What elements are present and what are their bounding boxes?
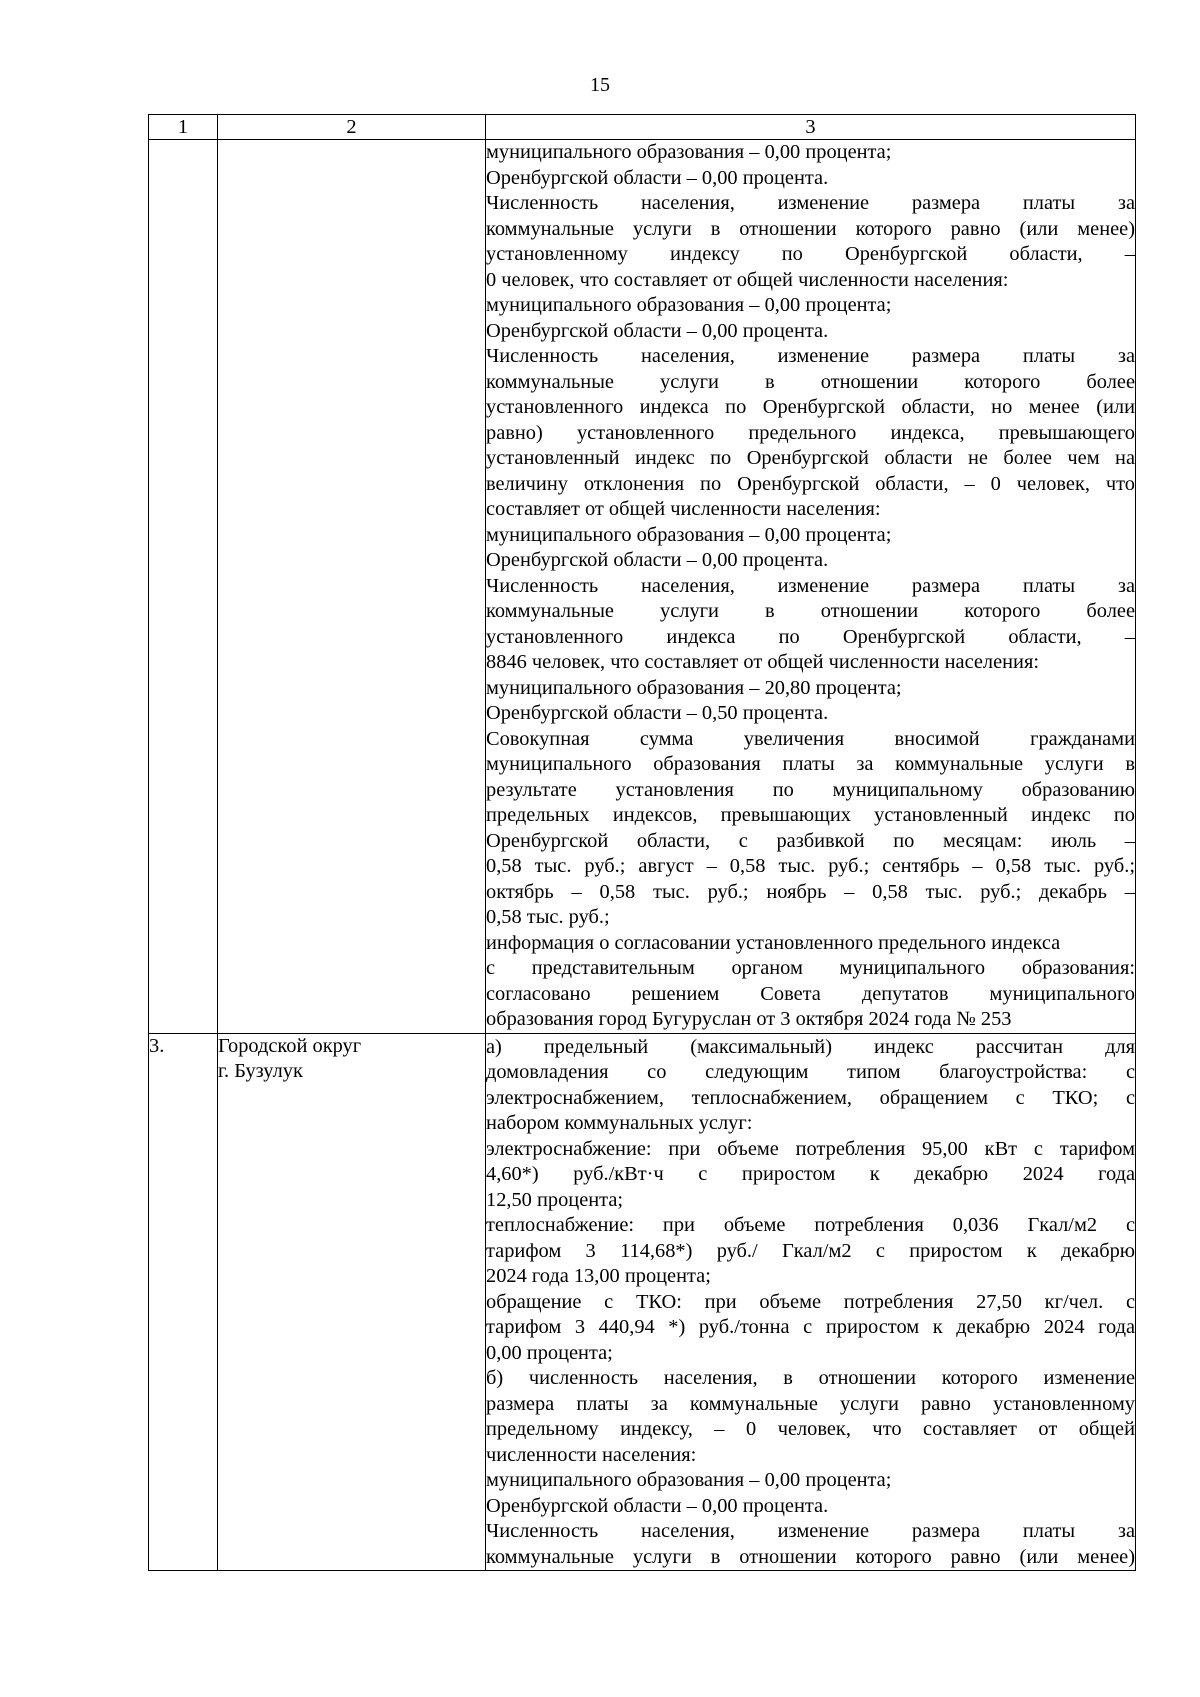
text-line: обращение с ТКО: при объеме потребления 27,50 кг/чел. с — [486, 1290, 1135, 1313]
text-line: 12,50 процента; — [486, 1188, 624, 1211]
text-line: коммунальные услуги в отношении которого более — [486, 370, 1135, 393]
row-number-cell: 3. — [149, 1033, 218, 1571]
text-line: Оренбургской области – 0,00 процента. — [486, 319, 829, 342]
text-line: 0 человек, что составляет от общей численности населения: — [486, 268, 1009, 291]
text-line: а) предельный (максимальный) индекс рассчитан для — [486, 1035, 1135, 1058]
text-line: размера платы за коммунальные услуги равно установленному — [486, 1392, 1135, 1415]
text-line: Численность населения, изменение размера платы за — [486, 192, 1135, 214]
text-line: муниципального образования платы за коммунальные услуги в — [486, 753, 1135, 775]
text-line: численности населения: — [486, 1443, 697, 1466]
document-table — [148, 114, 1136, 1571]
text-line: 0,58 тыс. руб.; август – 0,58 тыс. руб.; сентябрь – 0,58 тыс. руб.; — [486, 855, 1135, 877]
text-line: величину отклонения по Оренбургской области, – 0 человек, что — [486, 472, 1135, 495]
municipality-cell — [218, 1033, 486, 1571]
text-line: коммунальные услуги в отношении которого более — [486, 600, 1135, 622]
text-line: коммунальные услуги в отношении которого равно (или менее) — [486, 1545, 1135, 1568]
text-line: установленного индекса по Оренбургской области, – — [486, 625, 1135, 648]
text-line: муниципального образования – 0,00 процента; — [486, 1469, 892, 1491]
text-line: установленный индекс по Оренбургской области не более чем на — [486, 447, 1135, 469]
municipality-name-line2: г. Бузулук — [218, 1060, 303, 1082]
text-line: электроснабжение: при объеме потребления 95,00 кВт с тарифом — [486, 1137, 1135, 1160]
text-line: электроснабжением, теплоснабжением, обращением с ТКО; с — [486, 1086, 1135, 1109]
text-line: Совокупная сумма увеличения вносимой гражданами — [486, 727, 1135, 750]
row-number-cell — [149, 140, 218, 1034]
text-line: составляет от общей численности населения: — [486, 498, 881, 520]
text-line: муниципального образования – 0,00 процента; — [486, 141, 892, 163]
text-line: предельных индексов, превышающих установленный индекс по — [486, 804, 1135, 826]
text-line: равно) установленного предельного индекса, превышающего — [486, 421, 1135, 444]
text-line: Численность населения, изменение размера платы за — [486, 1520, 1135, 1542]
text-line: тарифом 3 114,68*) руб./ Гкал/м2 с приростом к декабрю — [486, 1239, 1135, 1262]
description-cell — [486, 140, 1136, 1034]
text-line: информация о согласовании установленного предельного индекса — [486, 931, 1061, 954]
text-line: Оренбургской области – 0,00 процента. — [486, 166, 829, 189]
text-line: установленному индексу по Оренбургской области, – — [486, 243, 1135, 265]
municipality-name-line1: Городской округ — [218, 1034, 362, 1057]
table-row-3 — [149, 1033, 1136, 1571]
column-header-1: 1 — [149, 115, 218, 140]
text-line: с представительным органом муниципального образования: — [486, 957, 1135, 979]
column-header-3: 3 — [486, 115, 1136, 140]
table-row-continued — [149, 140, 1136, 1034]
text-line: Численность населения, изменение размера платы за — [486, 345, 1135, 367]
text-line: муниципального образования – 0,00 процента; — [486, 523, 892, 546]
text-line: 8846 человек, что составляет от общей численности населения: — [486, 651, 1040, 673]
text-line: октябрь – 0,58 тыс. руб.; ноябрь – 0,58 тыс. руб.; декабрь – — [486, 880, 1135, 903]
text-line: Оренбургской области, с разбивкой по месяцам: июль – — [486, 829, 1135, 852]
text-line: домовладения со следующим типом благоустройства: с — [486, 1061, 1135, 1083]
text-line: установленного индекса по Оренбургской области, но менее (или — [486, 396, 1135, 418]
page-number: 15 — [590, 74, 610, 96]
text-line: б) численность населения, в отношении которого изменение — [486, 1367, 1135, 1389]
column-header-2: 2 — [218, 115, 486, 140]
text-line: теплоснабжение: при объеме потребления 0,036 Гкал/м2 с — [486, 1214, 1135, 1236]
text-line: согласовано решением Совета депутатов муниципального — [486, 982, 1135, 1005]
text-line: коммунальные услуги в отношении которого равно (или менее) — [486, 217, 1135, 240]
text-line: Оренбургской области – 0,00 процента. — [486, 549, 829, 571]
municipality-cell — [218, 140, 486, 1034]
table-header-row — [149, 115, 1136, 140]
text-line: 4,60*) руб./кВт·ч с приростом к декабрю 2024 года — [486, 1163, 1135, 1185]
text-line: предельному индексу, – 0 человек, что составляет от общей — [486, 1418, 1135, 1440]
text-line: Оренбургской области – 0,00 процента. — [486, 1494, 829, 1517]
text-line: Оренбургской области – 0,50 процента. — [486, 702, 829, 724]
text-line: тарифом 3 440,94 *) руб./тонна с приростом к декабрю 2024 года — [486, 1316, 1135, 1338]
description-cell — [486, 1033, 1136, 1571]
text-line: набором коммунальных услуг: — [486, 1112, 753, 1134]
text-line: муниципального образования – 0,00 процента; — [486, 294, 892, 316]
text-line: Численность населения, изменение размера платы за — [486, 574, 1135, 597]
text-line: 0,00 процента; — [486, 1341, 613, 1364]
text-line: образования город Бугуруслан от 3 октября 2024 года № 253 — [486, 1008, 1012, 1030]
text-line: результате установления по муниципальному образованию — [486, 778, 1135, 801]
text-line: муниципального образования – 20,80 процента; — [486, 676, 902, 699]
text-line: 2024 года 13,00 процента; — [486, 1265, 711, 1287]
text-line: 0,58 тыс. руб.; — [486, 906, 610, 928]
